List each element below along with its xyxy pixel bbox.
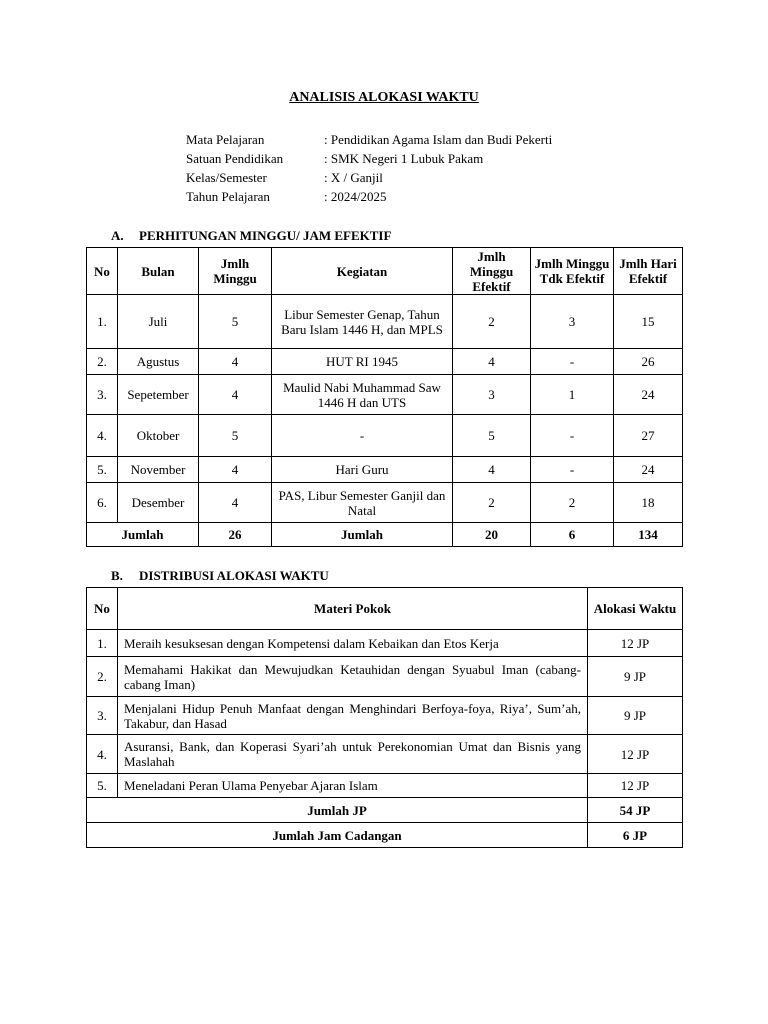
cell-minggu-efektif: 5	[453, 415, 531, 457]
cell-no: 4.	[87, 415, 118, 457]
cell-alokasi: 12 JP	[588, 735, 683, 774]
total-jmlh-minggu: 26	[199, 523, 272, 547]
time-distribution-table	[86, 587, 683, 848]
cell-minggu-efektif: 2	[453, 483, 531, 523]
cell-no: 4.	[87, 735, 118, 774]
info-value: : X / Ganjil	[324, 169, 383, 185]
cell-kegiatan: Libur Semester Genap, Tahun Baru Islam 1446 H, dan MPLS	[272, 295, 453, 349]
section-b-heading	[111, 568, 329, 584]
header-jmlh-minggu: Jmlh Minggu	[199, 248, 272, 295]
info-row	[186, 188, 552, 207]
cell-hari-efektif: 24	[614, 457, 683, 483]
cell-jmlh-minggu: 4	[199, 483, 272, 523]
cell-jmlh-minggu: 5	[199, 415, 272, 457]
document-title: ANALISIS ALOKASI WAKTU	[289, 90, 479, 105]
info-row	[186, 168, 552, 187]
table-total-row	[87, 523, 683, 547]
cell-hari-efektif: 18	[614, 483, 683, 523]
header-no: No	[87, 248, 118, 295]
section-a-title: PERHITUNGAN MINGGU/ JAM EFEKTIF	[139, 228, 392, 243]
cell-bulan: Desember	[118, 483, 199, 523]
cell-minggu-efektif: 3	[453, 375, 531, 415]
cell-no: 2.	[87, 657, 118, 697]
table-row	[87, 735, 683, 774]
total-cadangan-value: 6 JP	[588, 823, 683, 848]
table-row	[87, 375, 683, 415]
total-jp-value: 54 JP	[588, 798, 683, 823]
table-row	[87, 697, 683, 735]
cell-no: 3.	[87, 697, 118, 735]
cell-jmlh-minggu: 4	[199, 375, 272, 415]
total-cadangan-label: Jumlah Jam Cadangan	[87, 823, 588, 848]
cell-minggu-tdk-efektif: 1	[531, 375, 614, 415]
info-label: Mata Pelajaran	[186, 131, 265, 147]
section-b-number: B.	[111, 568, 123, 583]
table-row	[87, 349, 683, 375]
section-a-heading	[111, 228, 391, 244]
table-row	[87, 774, 683, 798]
cell-bulan: Juli	[118, 295, 199, 349]
cell-hari-efektif: 26	[614, 349, 683, 375]
info-value: : SMK Negeri 1 Lubuk Pakam	[324, 150, 484, 166]
total-kegiatan-label: Jumlah	[272, 523, 453, 547]
cell-minggu-tdk-efektif: -	[531, 349, 614, 375]
effective-weeks-table	[86, 247, 683, 547]
cell-alokasi: 12 JP	[588, 630, 683, 657]
cell-jmlh-minggu: 4	[199, 457, 272, 483]
info-label: Tahun Pelajaran	[186, 189, 270, 205]
total-jp-label: Jumlah JP	[87, 798, 588, 823]
cell-kegiatan: PAS, Libur Semester Ganjil dan Natal	[272, 483, 453, 523]
cell-bulan: Sepetember	[118, 375, 199, 415]
info-value: : Pendidikan Agama Islam dan Budi Pekerti	[324, 131, 553, 147]
info-block	[186, 130, 552, 207]
header-no: No	[87, 588, 118, 630]
cell-materi: Meraih kesuksesan dengan Kompetensi dalam Kebaikan dan Etos Kerja	[118, 630, 588, 657]
table-row	[87, 457, 683, 483]
info-value: : 2024/2025	[324, 189, 387, 205]
header-bulan: Bulan	[118, 248, 199, 295]
header-minggu-efektif: Jmlh Minggu Efektif	[453, 248, 531, 295]
header-materi-pokok: Materi Pokok	[118, 588, 588, 630]
total-hari-efektif: 134	[614, 523, 683, 547]
total-minggu-tdk-efektif: 6	[531, 523, 614, 547]
cell-minggu-efektif: 4	[453, 457, 531, 483]
info-row	[186, 149, 552, 168]
table-row	[87, 657, 683, 697]
cell-no: 1.	[87, 295, 118, 349]
cell-minggu-efektif: 2	[453, 295, 531, 349]
cell-jmlh-minggu: 5	[199, 295, 272, 349]
cell-kegiatan: HUT RI 1945	[272, 349, 453, 375]
cell-no: 3.	[87, 375, 118, 415]
info-row	[186, 130, 552, 149]
section-a-number: A.	[111, 228, 124, 243]
cell-no: 5.	[87, 457, 118, 483]
total-minggu-efektif: 20	[453, 523, 531, 547]
table-total-row	[87, 798, 683, 823]
info-label: Satuan Pendidikan	[186, 150, 284, 166]
cell-no: 6.	[87, 483, 118, 523]
cell-materi: Memahami Hakikat dan Mewujudkan Ketauhidan dengan Syuabul Iman (cabang-cabang Iman)	[118, 657, 588, 697]
section-b-title: DISTRIBUSI ALOKASI WAKTU	[139, 568, 329, 583]
header-hari-efektif: Jmlh Hari Efektif	[614, 248, 683, 295]
table-header-row	[87, 588, 683, 630]
cell-no: 2.	[87, 349, 118, 375]
cell-minggu-tdk-efektif: -	[531, 457, 614, 483]
table-row	[87, 630, 683, 657]
table-row	[87, 295, 683, 349]
info-label: Kelas/Semester	[186, 169, 267, 185]
cell-minggu-tdk-efektif: 2	[531, 483, 614, 523]
header-alokasi-waktu: Alokasi Waktu	[588, 588, 683, 630]
table-header-row	[87, 248, 683, 295]
table-row	[87, 415, 683, 457]
cell-no: 5.	[87, 774, 118, 798]
cell-minggu-tdk-efektif: -	[531, 415, 614, 457]
cell-bulan: Agustus	[118, 349, 199, 375]
cell-bulan: Oktober	[118, 415, 199, 457]
cell-bulan: November	[118, 457, 199, 483]
cell-no: 1.	[87, 630, 118, 657]
cell-hari-efektif: 27	[614, 415, 683, 457]
cell-hari-efektif: 24	[614, 375, 683, 415]
cell-kegiatan: -	[272, 415, 453, 457]
cell-hari-efektif: 15	[614, 295, 683, 349]
cell-materi: Menjalani Hidup Penuh Manfaat dengan Menghindari Berfoya-foya, Riya’, Sum’ah, Takabur, dan Hasad	[118, 697, 588, 735]
table-row	[87, 483, 683, 523]
cell-alokasi: 12 JP	[588, 774, 683, 798]
cell-materi: Meneladani Peran Ulama Penyebar Ajaran Islam	[118, 774, 588, 798]
table-total-row	[87, 823, 683, 848]
cell-materi: Asuransi, Bank, dan Koperasi Syari’ah untuk Perekonomian Umat dan Bisnis yang Maslahah	[118, 735, 588, 774]
cell-jmlh-minggu: 4	[199, 349, 272, 375]
total-label: Jumlah	[87, 523, 199, 547]
cell-kegiatan: Hari Guru	[272, 457, 453, 483]
cell-alokasi: 9 JP	[588, 657, 683, 697]
cell-kegiatan: Maulid Nabi Muhammad Saw 1446 H dan UTS	[272, 375, 453, 415]
header-minggu-tdk-efektif: Jmlh Minggu Tdk Efektif	[531, 248, 614, 295]
header-kegiatan: Kegiatan	[272, 248, 453, 295]
cell-minggu-tdk-efektif: 3	[531, 295, 614, 349]
cell-alokasi: 9 JP	[588, 697, 683, 735]
cell-minggu-efektif: 4	[453, 349, 531, 375]
